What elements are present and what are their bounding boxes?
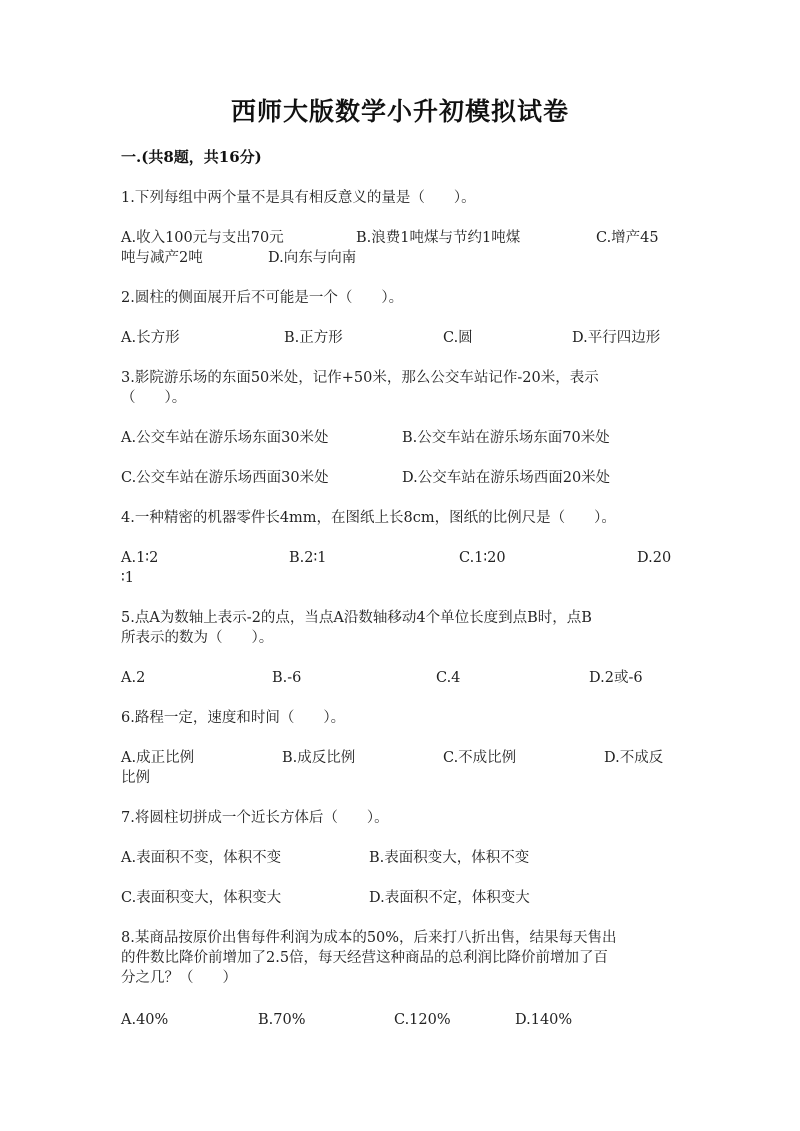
question-1-option-b: B.浪费1吨煤与节约1吨煤 (356, 230, 521, 246)
question-6-stem: 6.路程一定，速度和时间（ ）。 (121, 710, 346, 726)
question-4-option-d-cont: ∶1 (121, 570, 134, 586)
question-5-stem-line-2: 所表示的数为（ ）。 (121, 630, 274, 646)
question-8-option-b: B.70% (258, 1012, 306, 1028)
question-3-option-b: B.公交车站在游乐场东面70米处 (402, 430, 610, 446)
question-3-stem-line-2: （ ）。 (121, 390, 187, 406)
question-5-option-b: B.-6 (272, 670, 302, 686)
question-6-option-c: C.不成比例 (443, 750, 517, 766)
question-3-option-d: D.公交车站在游乐场西面20米处 (402, 470, 611, 486)
question-3-option-a: A.公交车站在游乐场东面30米处 (121, 430, 329, 446)
question-2-option-c: C.圆 (443, 330, 473, 346)
page-title: 西师大版数学小升初模拟试卷 (230, 97, 569, 126)
question-5-option-c: C.4 (436, 670, 461, 686)
question-8-option-a: A.40% (121, 1012, 169, 1028)
question-5-option-a: A.2 (121, 670, 146, 686)
question-2-option-a: A.长方形 (121, 330, 180, 346)
question-2-option-b: B.正方形 (284, 330, 343, 346)
question-7-option-b: B.表面积变大，体积不变 (369, 850, 530, 866)
question-7-option-c: C.表面积变大，体积变大 (121, 890, 282, 906)
question-2-stem: 2.圆柱的侧面展开后不可能是一个（ ）。 (121, 290, 404, 306)
question-1-option-d: D.向东与向南 (268, 250, 357, 266)
question-3-option-c: C.公交车站在游乐场西面30米处 (121, 470, 329, 486)
question-5-stem-line-1: 5.点A为数轴上表示-2的点，当点A沿数轴移动4个单位长度到点B时，点B (121, 610, 592, 626)
question-1-option-c-cont: 吨与减产2吨 (121, 250, 203, 266)
question-8-option-d: D.140% (515, 1012, 573, 1028)
section-heading: 一.(共8题，共16分) (121, 148, 262, 166)
question-6-option-d-cont: 比例 (121, 770, 150, 786)
question-6-option-b: B.成反比例 (282, 750, 356, 766)
question-8-stem-line-2: 的件数比降价前增加了2.5倍，每天经营这种商品的总利润比降价前增加了百 (121, 950, 609, 966)
question-5-option-d: D.2或-6 (589, 670, 643, 686)
question-4-option-c: C.1∶20 (459, 550, 506, 566)
question-7-stem: 7.将圆柱切拼成一个近长方体后（ ）。 (121, 810, 389, 826)
question-2-option-d: D.平行四边形 (572, 330, 661, 346)
question-1-option-a: A.收入100元与支出70元 (121, 230, 284, 246)
question-6-option-a: A.成正比例 (121, 750, 195, 766)
question-4-option-a: A.1∶2 (121, 550, 159, 566)
question-8-stem-line-1: 8.某商品按原价出售每件利润为成本的50%，后来打八折出售，结果每天售出 (121, 930, 617, 946)
question-8-stem-line-3: 分之几？（ ） (121, 970, 237, 986)
question-1-stem: 1.下列每组中两个量不是具有相反意义的量是（ ）。 (121, 190, 476, 206)
question-7-option-a: A.表面积不变，体积不变 (121, 850, 282, 866)
question-3-stem-line-1: 3.影院游乐场的东面50米处，记作+50米，那么公交车站记作-20米，表示 (121, 370, 599, 386)
question-6-option-d: D.不成反 (604, 750, 664, 766)
question-8-option-c: C.120% (394, 1012, 451, 1028)
question-4-option-b: B.2∶1 (289, 550, 327, 566)
question-7-option-d: D.表面积不定，体积变大 (369, 890, 530, 906)
question-4-option-d: D.20 (637, 550, 672, 566)
question-4-stem: 4.一种精密的机器零件长4mm，在图纸上长8cm，图纸的比例尺是（ ）。 (121, 510, 616, 526)
question-1-option-c: C.增产45 (596, 230, 659, 246)
